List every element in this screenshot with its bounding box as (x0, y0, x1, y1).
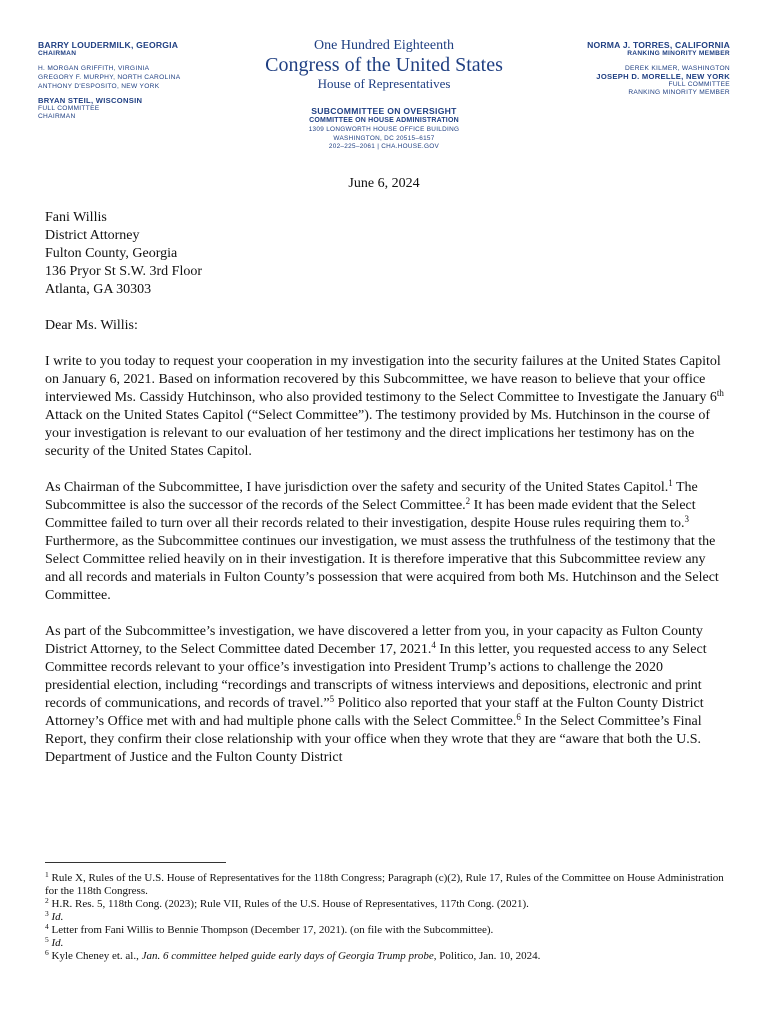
footnote (45, 937, 727, 950)
recipient-block (45, 209, 727, 299)
congress-number: One Hundred Eighteenth (314, 38, 454, 53)
full-committee-label: FULL COMMITTEE (38, 105, 100, 112)
footnote-number: 5 (45, 935, 49, 944)
address-city: WASHINGTON, DC 20515–6157 (333, 134, 435, 142)
text-run: In the Select Committee’s Final Report, they confirm their close relationship with your office when they wrote that they are “aware that both the U.S. Department of Justice and the Fulton County District (45, 714, 702, 765)
footnote-text: Letter from Fani Willis to Bennie Thompson (December 17, 2021). (on file with the Subcommittee). (48, 924, 494, 936)
recipient-line: 136 Pryor St S.W. 3rd Floor (45, 264, 203, 279)
full-committee-ranking-name: JOSEPH D. MORELLE, NEW YORK (596, 72, 730, 81)
footnote-divider (45, 862, 226, 863)
footnote-ref[interactable]: 2 (465, 496, 471, 506)
footnote-text: , Politico, Jan. 10, 2024. (433, 950, 541, 962)
footnote-number: 1 (45, 870, 49, 879)
paragraph-3 (45, 623, 727, 767)
footnote (45, 911, 727, 924)
chairman-name: BARRY LOUDERMILK, GEORGIA (38, 40, 179, 50)
footnote-ref[interactable]: 1 (668, 478, 673, 488)
full-committee-role: CHAIRMAN (38, 113, 76, 120)
chairman-role: CHAIRMAN (38, 50, 77, 57)
member-name: DEREK KILMER, WASHINGTON (624, 65, 730, 72)
ranking-member-name: NORMA J. TORRES, CALIFORNIA (587, 40, 730, 50)
article-title: Jan. 6 committee helped guide early days of Georgia Trump probe (141, 950, 434, 962)
recipient-line: Fani Willis (45, 210, 107, 225)
text-run: Politico also reported that your staff at the Fulton County District Attorney’s Office met with and had multiple phone calls with the Select Committee. (45, 696, 704, 729)
footnotes (45, 872, 727, 963)
recipient-line: District Attorney (45, 228, 140, 243)
letterhead-center (234, 38, 534, 152)
text-run: I write to you today to request your cooperation in my investigation into the security failures at the United States Capitol on January 6, 2021. Based on information recovered by this Subcommittee, we have reason to believe that your office interviewed Ms. Cassidy Hutchinson, who also provided testimony to the Select Committee to Investigate the January 6 (45, 354, 721, 405)
ranking-member-role: RANKING MINORITY MEMBER (627, 50, 730, 57)
paragraph-2 (45, 479, 727, 605)
footnote-ref[interactable]: 5 (329, 694, 335, 704)
house-title: House of Representatives (317, 76, 451, 91)
member-name: ANTHONY D'ESPOSITO, NEW YORK (38, 83, 160, 90)
letterhead-right (510, 40, 730, 97)
text-run: Furthermore, as the Subcommittee continues our investigation, we must assess the truthfulness of the testimony that the Select Committee relied heavily on in their investigation. It is therefore imperative that this Subcommittee review any and all records and materials in Fulton County’s possession that were acquired from both Ms. Hutchinson and the Select Committee. (45, 534, 719, 603)
committee-name: COMMITTEE ON HOUSE ADMINISTRATION (309, 117, 459, 124)
letterhead-left (38, 40, 238, 121)
footnote-text: H.R. Res. 5, 118th Cong. (2023); Rule VII, Rules of the U.S. House of Representatives, 117th Cong. (2021). (48, 898, 529, 910)
congress-title: Congress of the United States (265, 54, 503, 76)
text-run: The Subcommittee is also the successor of the records of the Select Committee. (45, 480, 698, 513)
subcommittee-name: SUBCOMMITTEE ON OVERSIGHT (311, 106, 457, 116)
footnote-text: Id. (48, 911, 64, 923)
footnote-text: Rule X, Rules of the U.S. House of Representatives for the 118th Congress; Paragraph (c)(2), Rule 17, Rules of the Committee on House Administration for the 118th Congress. (45, 872, 724, 897)
recipient-line: Fulton County, Georgia (45, 246, 178, 261)
letter-date: June 6, 2024 (348, 176, 420, 191)
recipient-line: Atlanta, GA 30303 (45, 282, 152, 297)
address-line: 1309 LONGWORTH HOUSE OFFICE BUILDING (308, 126, 460, 133)
paragraph-1 (45, 353, 727, 461)
full-committee-role: RANKING MINORITY MEMBER (628, 89, 730, 96)
footnote (45, 872, 727, 898)
text-run: It has been made evident that the Select Committee failed to turn over all their records related to their investigation, despite House rules requiring them to. (45, 498, 696, 531)
footnote-number: 6 (45, 948, 49, 957)
member-name: GREGORY F. MURPHY, NORTH CAROLINA (38, 74, 181, 81)
text-run: As part of the Subcommittee’s investigation, we have discovered a letter from you, in your capacity as Fulton County District Attorney, to the Select Committee dated December 17, 2021. (45, 624, 703, 657)
salutation: Dear Ms. Willis: (45, 318, 138, 333)
footnote-ref[interactable]: 4 (431, 640, 436, 650)
footnote-text: Kyle Cheney et. al., (48, 950, 142, 962)
footnote (45, 898, 727, 911)
footnote-ref[interactable]: 6 (516, 712, 521, 722)
member-name: H. MORGAN GRIFFITH, VIRGINIA (38, 65, 150, 72)
text-run: As Chairman of the Subcommittee, I have jurisdiction over the safety and security of the United States Capitol. (45, 480, 669, 495)
contact-line: 202–225–2061 | CHA.HOUSE.GOV (328, 143, 440, 150)
footnote (45, 924, 727, 937)
footnote-ref[interactable]: 3 (684, 514, 690, 524)
footnote (45, 950, 727, 963)
footnote-text: Id. (48, 937, 64, 949)
text-run: Attack on the United States Capitol (“Select Committee”). The testimony provided by Ms. Hutchinson in the course of your investigation is relevant to our evaluation of her testimony and the direct implications her testimony has on the security of the United States Capitol. (45, 408, 710, 459)
footnote-number: 4 (45, 922, 49, 931)
footnote-number: 2 (45, 896, 49, 905)
full-committee-chair-name: BRYAN STEIL, WISCONSIN (38, 96, 143, 105)
text-run: In this letter, you requested access to any Select Committee records relevant to your office’s investigation into President Trump’s actions to challenge the 2020 presidential election, including “recordings and transcripts of witness interviews and depositions, electronic and print records of communications, and records of travel.” (45, 642, 707, 711)
footnote-number: 3 (45, 909, 49, 918)
superscript: th (716, 388, 724, 398)
full-committee-label: FULL COMMITTEE (668, 81, 730, 88)
